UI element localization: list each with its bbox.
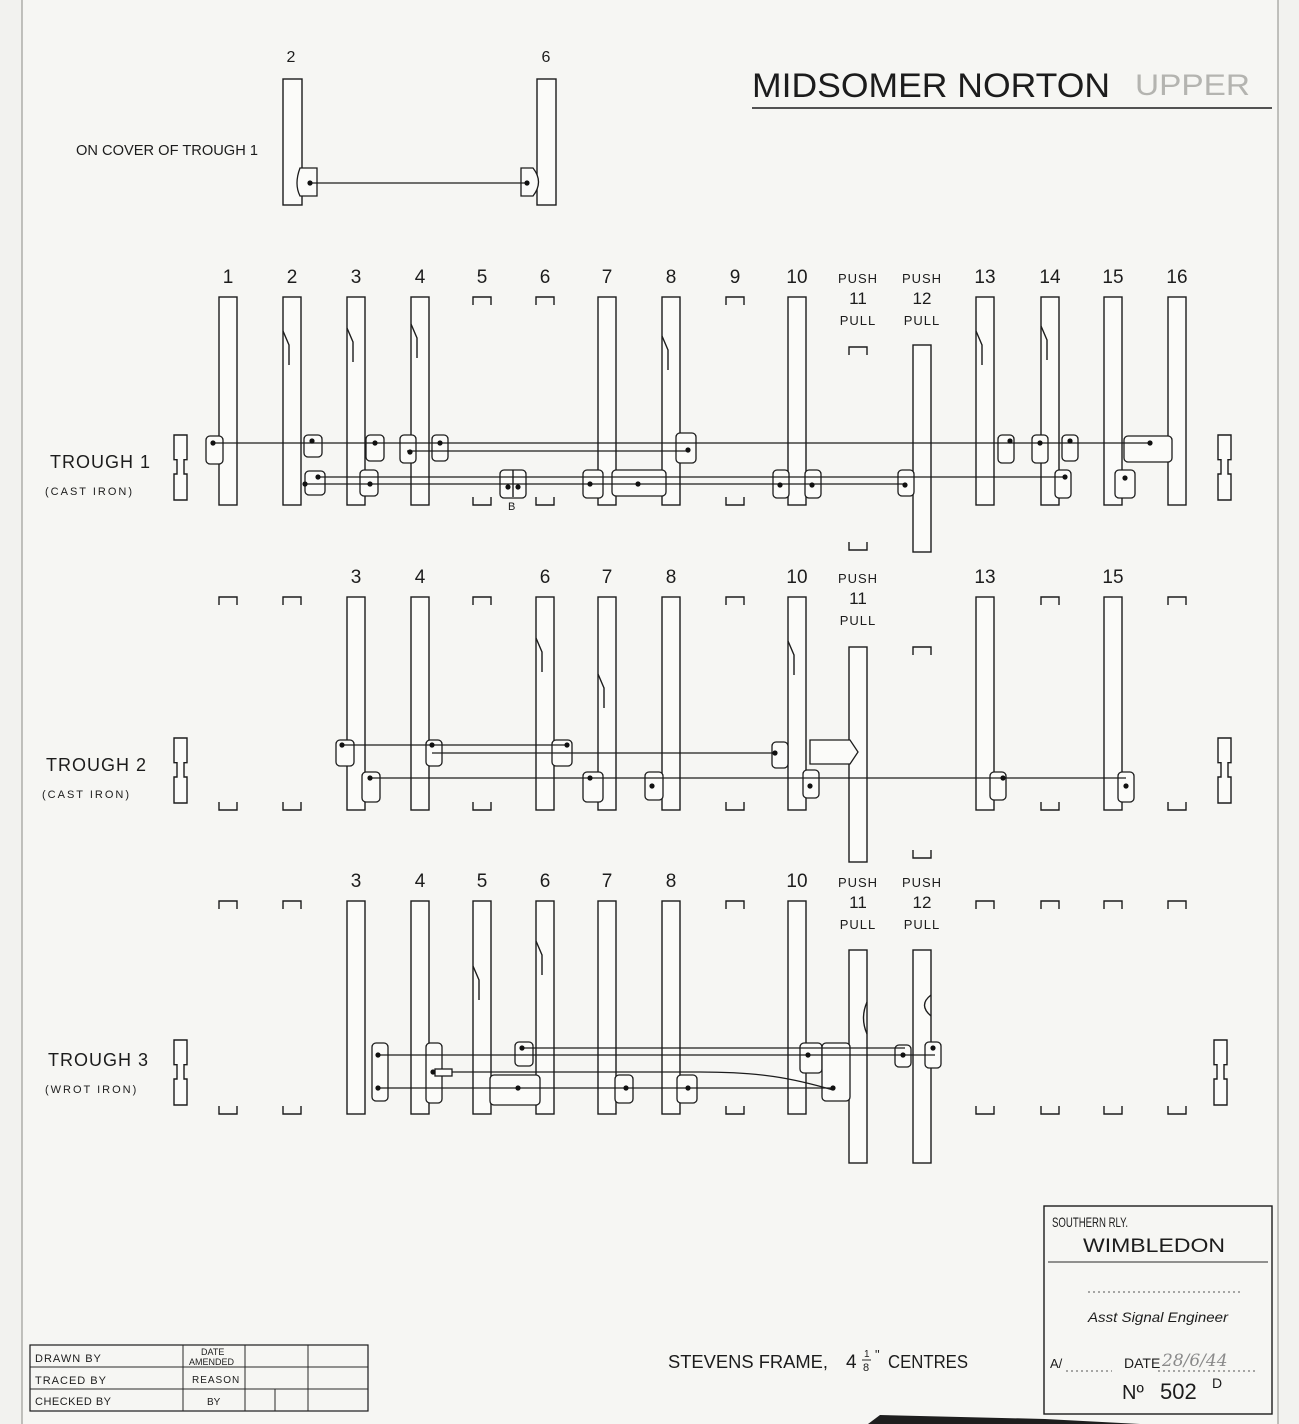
frame-note-label: STEVENS FRAME, [668, 1352, 828, 1372]
reason-label: REASON [192, 1375, 241, 1386]
lever-number: 3 [350, 267, 362, 288]
lock-pin [1122, 475, 1127, 480]
lever-number: 16 [1166, 267, 1188, 288]
cover-tappet [297, 168, 317, 196]
lever-number: 9 [729, 267, 741, 288]
drawn-by-label: DRAWN BY [35, 1353, 102, 1365]
lever-number: 7 [601, 871, 613, 892]
by-label: BY [207, 1397, 221, 1408]
company-name: SOUTHERN RLY. [1052, 1214, 1128, 1230]
lock-pin [375, 1052, 380, 1057]
tappet [366, 435, 384, 461]
lock-pin [777, 482, 782, 487]
drawing-title [752, 67, 1272, 108]
lever-number: 7 [601, 267, 613, 288]
lock-pin [809, 482, 814, 487]
lever-number: 8 [665, 267, 677, 288]
lock-pin [1000, 775, 1005, 780]
lock-pin [430, 1069, 435, 1074]
pull-label: PULL [839, 613, 877, 628]
lever-number: 8 [665, 567, 677, 588]
pull-label: PULL [903, 917, 941, 932]
cover-lever [537, 79, 556, 205]
push-pull-lever-number: 11 [849, 589, 867, 608]
office-name: Asst Signal Engineer [1086, 1309, 1230, 1325]
tappet [305, 471, 325, 495]
push-pull-lever [849, 950, 867, 1163]
cover-lever-number: 6 [541, 49, 551, 66]
lever-number: 13 [974, 267, 996, 288]
lever-number: 10 [786, 567, 808, 588]
tappet [490, 1075, 540, 1105]
push-pull-lever-number: 12 [912, 893, 932, 912]
lock-pin [524, 180, 529, 185]
frame-note [668, 1347, 968, 1374]
lock-pin [339, 742, 344, 747]
trough-name: TROUGH 3 [48, 1050, 150, 1070]
lock-pin [902, 482, 907, 487]
lock-pin [515, 484, 520, 489]
lock-pin [1147, 440, 1152, 445]
lock-pin [515, 1085, 520, 1090]
lock-pin [210, 440, 215, 445]
lever-number: 2 [286, 267, 298, 288]
frame-note-suffix: CENTRES [888, 1352, 968, 1372]
lock-pin [685, 1085, 690, 1090]
lever-number: 4 [414, 267, 426, 288]
lever [283, 297, 301, 505]
push-label: PUSH [837, 271, 879, 286]
date-amended-label: DATE [201, 1347, 225, 1357]
title-suffix: UPPER [1135, 69, 1250, 102]
lock-pin [1062, 474, 1067, 479]
push-pull-lever [913, 345, 931, 552]
trough-name: TROUGH 1 [50, 452, 152, 472]
lever-number: 4 [414, 567, 426, 588]
tappet [372, 1043, 388, 1101]
lock-pin [623, 1085, 628, 1090]
lever-number: 8 [665, 871, 677, 892]
lever [788, 297, 806, 505]
lock-pin [505, 484, 510, 489]
push-label: PUSH [837, 875, 879, 890]
date-amended-label: AMENDED [189, 1357, 235, 1367]
lock-pin [1123, 783, 1128, 788]
cover-tappet [521, 168, 539, 196]
lock-pin [830, 1085, 835, 1090]
lock-block-l [810, 740, 858, 764]
frame-note-unit: " [875, 1347, 880, 1362]
tappet [400, 435, 416, 463]
lever-number: 4 [414, 871, 426, 892]
lever-number: 5 [476, 871, 488, 892]
lever-number: 5 [476, 267, 488, 288]
lock-pin [772, 750, 777, 755]
lever [473, 901, 491, 1114]
frame-note-denominator: 8 [863, 1362, 870, 1374]
lever-number: 6 [539, 871, 551, 892]
lock-pin [930, 1045, 935, 1050]
lever-number: 7 [601, 567, 613, 588]
lock-pin [900, 1052, 905, 1057]
lever-number: 10 [786, 267, 808, 288]
checked-by-label: CHECKED BY [35, 1396, 112, 1408]
lock-pin [375, 1085, 380, 1090]
push-pull-lever-number: 12 [912, 289, 932, 308]
reference-prefix: A/ [1050, 1356, 1063, 1371]
drawing-number: 502 [1160, 1379, 1197, 1404]
trough-material: (CAST IRON) [42, 789, 132, 801]
cover-caption: ON COVER OF TROUGH 1 [76, 142, 258, 159]
tappet [676, 433, 696, 463]
title-main: MIDSOMER NORTON [752, 67, 1110, 105]
tappet [1115, 470, 1135, 498]
lever-number: 13 [974, 567, 996, 588]
lock-pin [302, 481, 307, 486]
lock-pin [1037, 440, 1042, 445]
lever [598, 901, 616, 1114]
trough-material: (WROT IRON) [45, 1084, 139, 1096]
lever-number: 3 [350, 567, 362, 588]
tappet [583, 772, 603, 802]
lock-mark-b: B [508, 501, 516, 513]
lock-pin [367, 775, 372, 780]
lock-pin [564, 742, 569, 747]
lock-pin [1067, 438, 1072, 443]
pull-label: PULL [839, 917, 877, 932]
tappet [1124, 436, 1172, 462]
lock-pin [367, 481, 372, 486]
lever-number: 1 [222, 267, 234, 288]
lock-pin [587, 775, 592, 780]
lock-pin [429, 742, 434, 747]
tappet [822, 1043, 850, 1101]
drawing-number-label: Nº [1122, 1382, 1144, 1404]
lever-number: 6 [539, 267, 551, 288]
lock-pin [315, 474, 320, 479]
pull-label: PULL [839, 313, 877, 328]
lever [347, 901, 365, 1114]
lever [411, 297, 429, 505]
lever-number: 3 [350, 871, 362, 892]
trough-name: TROUGH 2 [46, 755, 148, 775]
lever-number: 15 [1102, 267, 1124, 288]
lock-pin [649, 783, 654, 788]
lock-pin [635, 481, 640, 486]
push-label: PUSH [901, 271, 943, 286]
frame-note-whole: 4 [846, 1352, 857, 1373]
tappet [515, 1042, 533, 1066]
lever-number: 14 [1039, 267, 1061, 288]
lever [1168, 297, 1186, 505]
lever [219, 297, 237, 505]
lock-pin [1007, 438, 1012, 443]
trough-material: (CAST IRON) [45, 486, 135, 498]
lock-pin [685, 447, 690, 452]
approval-date: 28/6/44 [1162, 1351, 1228, 1371]
drawing-revision: D [1212, 1375, 1223, 1391]
lever-number: 15 [1102, 567, 1124, 588]
lock-stud [435, 1069, 452, 1076]
lock-pin [805, 1052, 810, 1057]
pull-label: PULL [903, 313, 941, 328]
tappet [304, 435, 322, 457]
tappet [432, 435, 448, 461]
frame-note-numerator: 1 [864, 1349, 870, 1360]
date-label: DATE [1124, 1355, 1161, 1371]
push-pull-lever-number: 11 [849, 289, 867, 308]
lock-pin [407, 449, 412, 454]
lock-pin [807, 783, 812, 788]
tappet [336, 740, 354, 766]
tappet [206, 436, 223, 464]
location-name: WIMBLEDON [1083, 1236, 1225, 1257]
tappet [1055, 470, 1071, 498]
lever-number: 10 [786, 871, 808, 892]
cover-lever-number: 2 [286, 49, 296, 66]
lock-pin [307, 180, 312, 185]
push-label: PUSH [837, 571, 879, 586]
lock-pin [437, 440, 442, 445]
lock-pin [309, 438, 314, 443]
push-pull-lever-number: 11 [849, 893, 867, 912]
lever [976, 297, 994, 505]
lock-pin [519, 1045, 524, 1050]
push-label: PUSH [901, 875, 943, 890]
tappet [1032, 435, 1048, 463]
lever-number: 6 [539, 567, 551, 588]
lock-pin [587, 481, 592, 486]
traced-by-label: TRACED BY [35, 1375, 107, 1387]
lock-pin [372, 440, 377, 445]
drawing-border [22, 0, 1278, 1424]
